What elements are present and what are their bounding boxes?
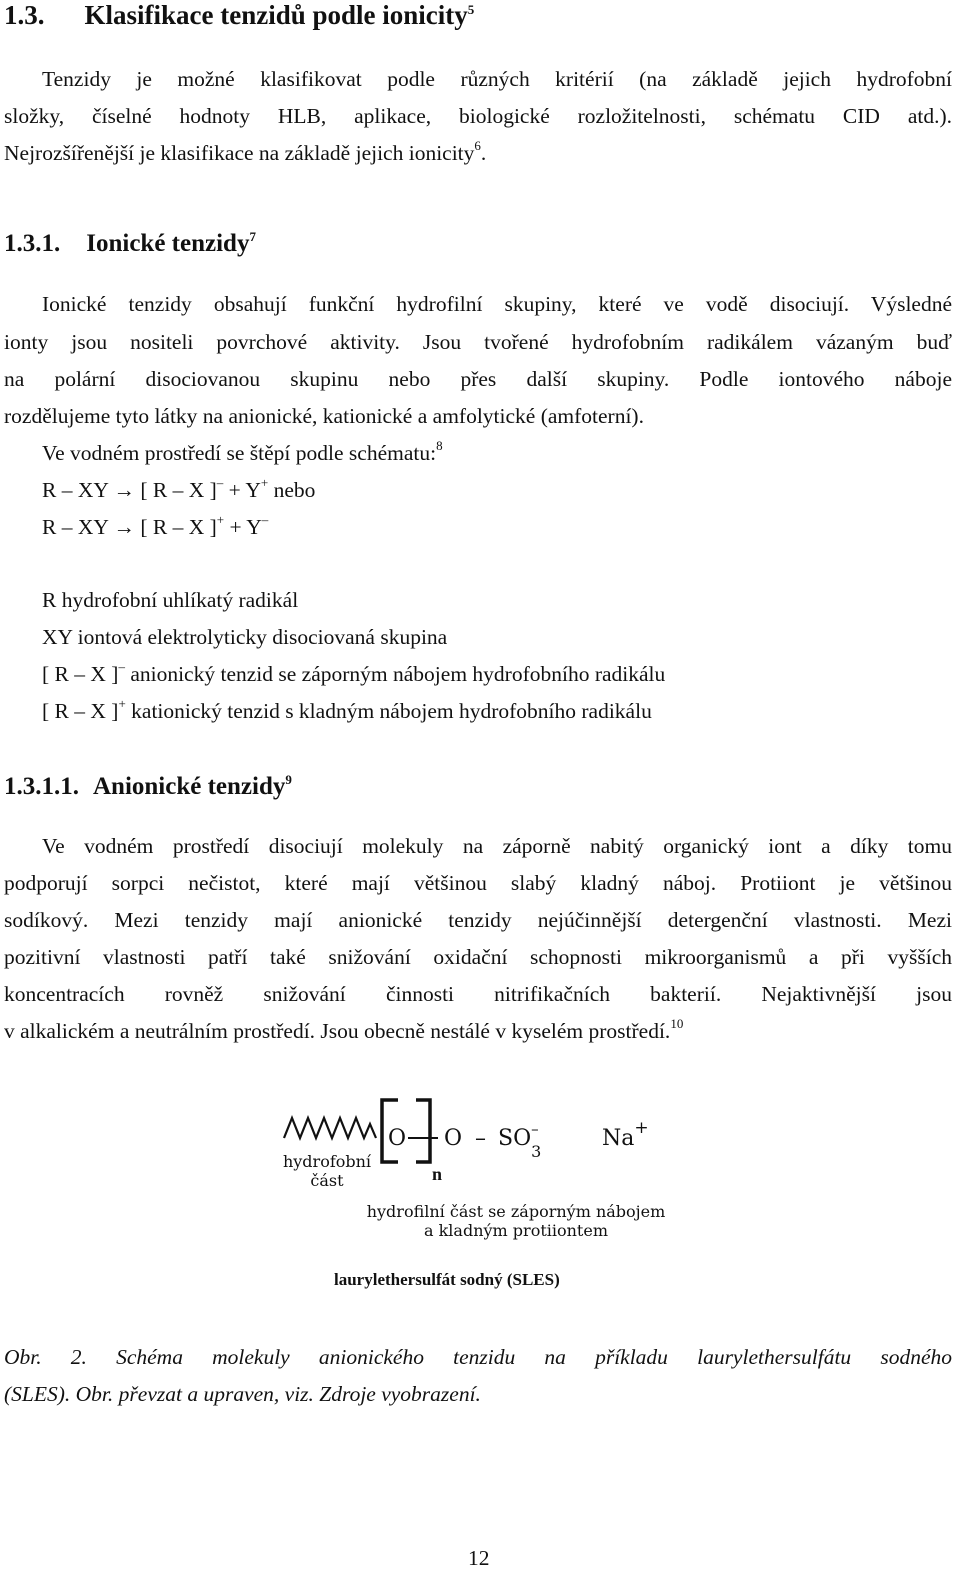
hydrophilic-label: hydrofilní část se záporným nábojem a kladným protiiontem (366, 1202, 666, 1240)
hydrocarbon-zigzag (284, 1118, 376, 1138)
oxygen-atom-1: O (388, 1126, 407, 1151)
section-title: Ionické tenzidy (86, 230, 250, 257)
compound-name: laurylethersulfát sodný (SLES) (334, 1270, 560, 1289)
anionic-line-2: podporují sorpci nečistot, které mají většinou slabý kladný náboj. Protiiont je většinou (4, 871, 952, 895)
section-heading-1-3 (4, 0, 474, 31)
ionic-line-1: Ionické tenzidy obsahují funkční hydrofilní skupiny, které ve vodě disociují. Výsledné (42, 292, 952, 316)
repeat-index: n (432, 1164, 443, 1184)
legend-item: [ R – X ]– anionický tenzid se záporným nábojem hydrofobního radikálu (42, 659, 666, 686)
oxygen-atom-2: O (444, 1126, 463, 1151)
hydrophobic-label: hydrofobní část (282, 1152, 372, 1190)
footnote-ref: 9 (285, 772, 292, 787)
molecule-diagram (270, 1090, 690, 1300)
intro-line-3: Nejrozšířenější je klasifikace na základě jejich ionicity$^6$. (4, 138, 487, 165)
ionic-line-5: Ve vodném prostředí se štěpí podle schématu:$^8$ (42, 438, 443, 465)
figure-sles-scheme (270, 1090, 690, 1300)
anionic-line-5: koncentracích rovněž snižování činnosti nitrifikačních bakterií. Nejaktivnější jsou (4, 982, 952, 1006)
legend-item: XY iontová elektrolyticky disociovaná skupina (42, 625, 448, 649)
section-heading-1-3-1 (4, 230, 256, 258)
ionic-line-2: ionty jsou nositeli povrchové aktivity. Jsou tvořené hydrofobním radikálem vázaným buď (4, 330, 952, 354)
ionic-line-4: rozdělujeme tyto látky na anionické, kationické a amfolytické (amfoterní). (4, 404, 644, 428)
section-number: 1.3. (4, 0, 45, 30)
footnote-ref: 5 (467, 2, 475, 17)
footnote-ref: 6 (474, 138, 481, 153)
sulfate-group: SO – 3 (498, 1120, 542, 1161)
footnote-ref: 10 (670, 1016, 684, 1031)
page-number: 12 (468, 1546, 490, 1570)
anionic-line-4: pozitivní vlastnosti patří také snižování oxidační schopnosti mikroorganismů a při vyšších (4, 945, 952, 969)
section-number: 1.3.1.1. (4, 773, 79, 800)
ionic-line-3: na polární disociovanou skupinu nebo přes další skupiny. Podle iontového náboje (4, 367, 952, 391)
section-title: Klasifikace tenzidů podle ionicity (84, 0, 468, 30)
section-heading-1-3-1-1 (4, 773, 292, 801)
section-number: 1.3.1. (4, 230, 61, 257)
footnote-ref: 8 (436, 438, 443, 453)
figure-caption-line-2: (SLES). Obr. převzat a upraven, viz. Zdroje vyobrazení. (4, 1382, 481, 1406)
equation-2: R – XY → [ R – X ]+ + Y– (42, 512, 269, 539)
intro-line-2: složky, číselné hodnoty HLB, aplikace, biologické rozložitelnosti, schématu CID atd.). (4, 104, 952, 128)
bond-dash: – (475, 1126, 486, 1151)
sodium-ion: Na+ (602, 1118, 649, 1151)
anionic-line-6: v alkalickém a neutrálním prostředí. Jsou obecně nestálé v kyselém prostředí.$^{10}$ (4, 1016, 684, 1043)
equation-1: R – XY → [ R – X ]– + Y+ nebo (42, 475, 316, 502)
section-title: Anionické tenzidy (93, 773, 286, 800)
figure-caption-line-1: Obr. 2. Schéma molekuly anionického tenzidu na příkladu laurylethersulfátu sodného (4, 1345, 952, 1369)
legend-item: R hydrofobní uhlíkatý radikál (42, 588, 299, 612)
footnote-ref: 7 (249, 229, 256, 244)
legend-item: [ R – X ]+ kationický tenzid s kladným nábojem hydrofobního radikálu (42, 696, 652, 723)
bracket-right (416, 1100, 430, 1162)
anionic-line-3: sodíkový. Mezi tenzidy mají anionické tenzidy nejúčinnější detergenční vlastnosti. Mezi (4, 908, 952, 932)
anionic-line-1: Ve vodném prostředí disociují molekuly na záporně nabitý organický iont a díky tomu (42, 834, 952, 858)
intro-line-1: Tenzidy je možné klasifikovat podle různých kritérií (na základě jejich hydrofobní (42, 67, 952, 91)
